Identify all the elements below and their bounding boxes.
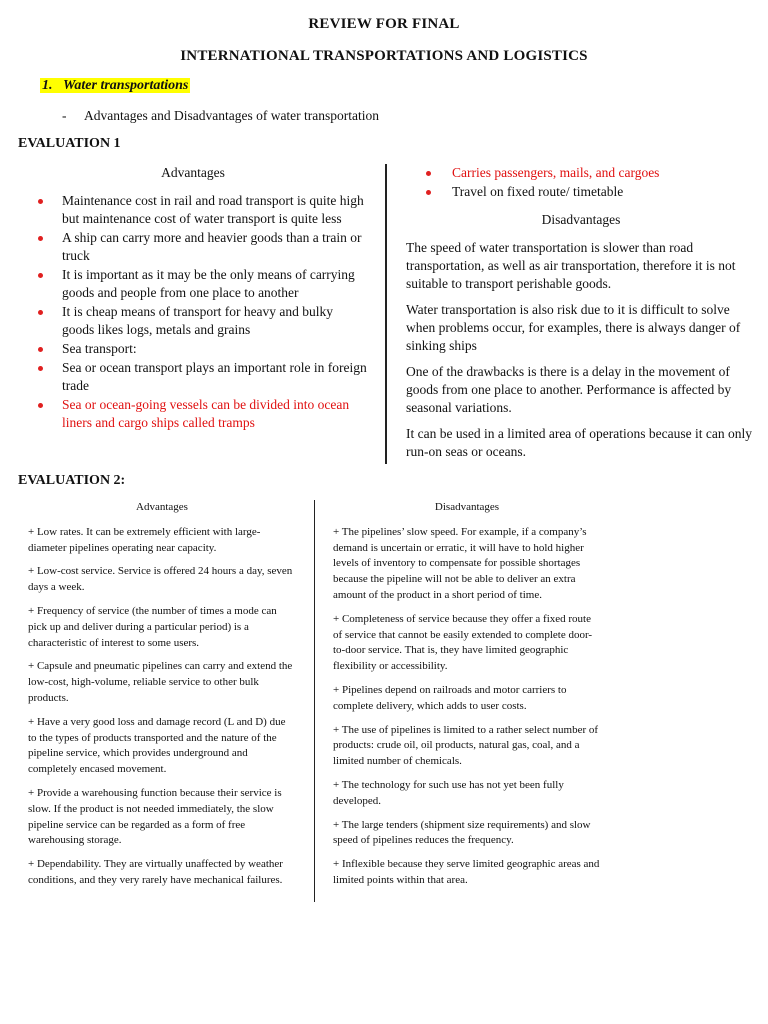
eval1-advantages-heading: Advantages <box>161 165 225 180</box>
list-item-text: Sea or ocean-going vessels can be divided into ocean liners and cargo ships called tramps <box>62 397 350 430</box>
column-divider <box>314 500 315 902</box>
paragraph: + Pipelines depend on railroads and motor carriers to complete delivery, which adds to user costs. <box>333 683 567 712</box>
list-item <box>18 396 368 432</box>
paragraph: The speed of water transportation is slower than road transportation, as well as air transportation, therefore it is not suitable to transport perishable goods. <box>406 240 736 291</box>
dash-marker: - <box>62 108 67 123</box>
list-item-text: It is cheap means of transport for heavy and bulky goods likes logs, metals and grains <box>62 304 334 337</box>
paragraph: + The pipelines’ slow speed. For example, if a company’s demand is uncertain or erratic, it will have to hold higher levels of inventory to compensate for possible shortages because the pipeline will not be able to deliver an extra amount of the product in a short period of time. <box>333 525 587 601</box>
list-item-text: Sea transport: <box>62 341 137 356</box>
list-item-text: It is important as it may be the only means of carrying goods and people from one place to another <box>62 267 355 300</box>
column-divider <box>385 164 387 464</box>
section-heading <box>40 78 190 94</box>
paragraph: + The technology for such use has not yet been fully developed. <box>333 778 564 807</box>
document-subtitle: INTERNATIONAL TRANSPORTATIONS AND LOGISTICS <box>180 48 588 64</box>
list-item-text: Maintenance cost in rail and road transport is quite high but maintenance cost of water transport is quite less <box>62 193 364 226</box>
paragraph: + The use of pipelines is limited to a rather select number of products: crude oil, oil products, natural gas, coal, and a limited number of chemicals. <box>333 723 599 768</box>
list-item-text: Carries passengers, mails, and cargoes <box>452 165 660 180</box>
section-heading-highlight <box>40 78 190 93</box>
evaluation-1-heading: EVALUATION 1 <box>18 136 121 151</box>
paragraph: + Have a very good loss and damage record (L and D) due to the types of products transported and the nature of the pipeline service, which provides underground and completely encased movement. <box>28 715 286 776</box>
list-item-text: Travel on fixed route/ timetable <box>452 184 624 199</box>
bullet-dot-icon <box>38 236 43 241</box>
bullet-dot-icon <box>426 190 431 195</box>
paragraph: + Provide a warehousing function because their service is slow. If the product is not needed immediately, the slow pipeline service can be regarded as a form of free warehousing storage. <box>28 786 282 847</box>
eval1-disadvantages-column <box>406 164 756 461</box>
list-item <box>18 340 368 358</box>
eval2-advantages-list <box>28 525 296 889</box>
bullet-dot-icon <box>38 403 43 408</box>
section-label: Water transportations <box>63 78 189 93</box>
list-item-text: Sea or ocean transport plays an important role in foreign trade <box>62 360 367 393</box>
list-item <box>406 164 756 182</box>
eval1-disadvantages-list <box>406 239 756 461</box>
bullet-dot-icon <box>38 366 43 371</box>
eval1-advantages-list <box>18 192 368 432</box>
document-title: REVIEW FOR FINAL <box>308 16 460 32</box>
paragraph: + The large tenders (shipment size requirements) and slow speed of pipelines reduces the frequency. <box>333 818 591 847</box>
list-item <box>18 266 368 302</box>
eval1-advantages-column <box>18 164 368 433</box>
eval2-advantages-column <box>28 500 296 897</box>
eval1-continued-list <box>406 164 756 201</box>
bullet-dot-icon <box>426 171 431 176</box>
paragraph: + Dependability. They are virtually unaffected by weather conditions, and they very rarely have mechanical failures. <box>28 858 283 886</box>
eval2-disadvantages-column <box>333 500 601 897</box>
eval2-disadvantages-list <box>333 525 601 889</box>
bullet-dot-icon <box>38 199 43 204</box>
list-item <box>18 229 368 265</box>
paragraph: + Inflexible because they serve limited geographic areas and limited points within that area. <box>333 858 600 886</box>
paragraph: + Low rates. It can be extremely efficient with large-diameter pipelines operating near capacity. <box>28 525 261 554</box>
paragraph: It can be used in a limited area of operations because it can only run-on seas or oceans. <box>406 426 752 459</box>
list-item <box>18 359 368 395</box>
eval2-advantages-heading: Advantages <box>136 501 188 513</box>
paragraph: Water transportation is also risk due to it is difficult to solve when problems occur, for examples, there is always danger of sinking ships <box>406 302 741 353</box>
bullet-dot-icon <box>38 310 43 315</box>
evaluation-2-heading: EVALUATION 2: <box>18 473 126 488</box>
paragraph: One of the drawbacks is there is a delay in the movement of goods from one place to another. Performance is affected by seasonal variations. <box>406 364 732 415</box>
list-item <box>18 303 368 339</box>
bullet-dot-icon <box>38 347 43 352</box>
section-sub-bullet <box>62 108 379 124</box>
section-number: 1. <box>42 78 53 93</box>
paragraph: + Frequency of service (the number of times a mode can pick up and deliver during a particular period) is a characteristic of interest to some users. <box>28 604 277 649</box>
paragraph: + Completeness of service because they offer a fixed route of service that cannot be easily extended to complete door-to-door service. That is, they have limited geographic flexibility or accessibility. <box>333 612 593 673</box>
eval2-disadvantages-heading: Disadvantages <box>434 501 500 513</box>
list-item <box>18 192 368 228</box>
sub-bullet-text: Advantages and Disadvantages of water transportation <box>84 108 380 123</box>
bullet-dot-icon <box>38 273 43 278</box>
list-item <box>406 183 756 201</box>
paragraph: + Low-cost service. Service is offered 24 hours a day, seven days a week. <box>28 565 293 594</box>
list-item-text: A ship can carry more and heavier goods than a train or truck <box>62 230 362 263</box>
paragraph: + Capsule and pneumatic pipelines can carry and extend the low-cost, high-volume, reliable service to other bulk products. <box>28 660 293 704</box>
eval1-disadvantages-heading: Disadvantages <box>541 212 621 227</box>
